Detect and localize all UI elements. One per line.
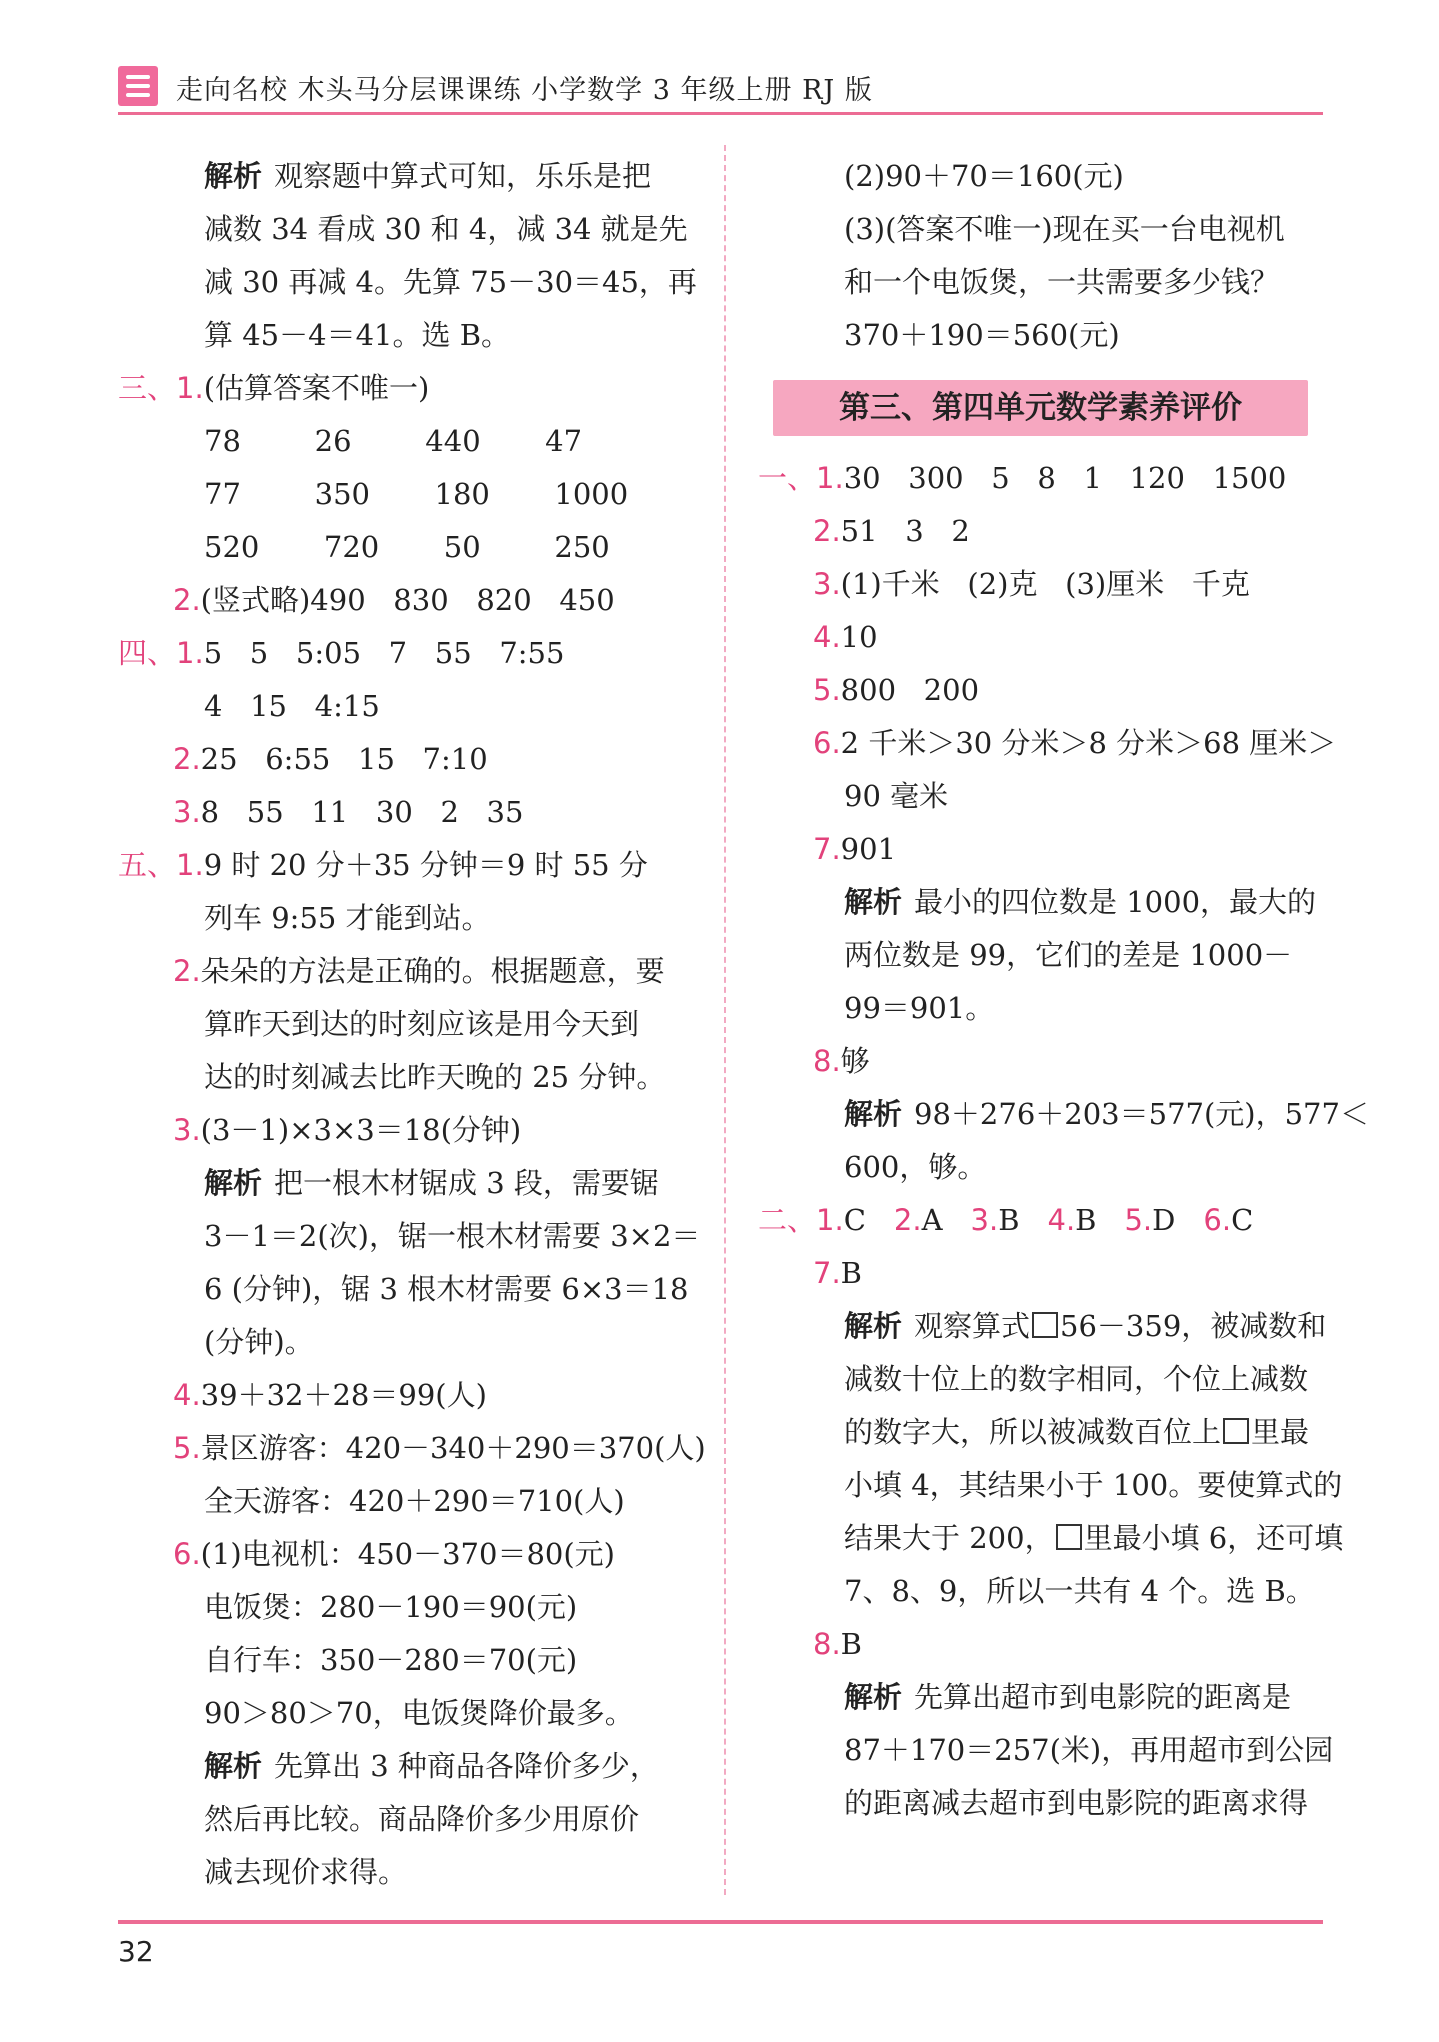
header-rule [118,112,1323,115]
line-text: 87＋170＝257(米)，再用超市到公园 [844,1733,1334,1767]
right-line [758,1512,1344,1565]
line-text: 把一根木材锯成 3 段，需要锯 [274,1166,659,1200]
line-text: 30 300 5 8 1 120 1500 [843,461,1287,495]
section-heading: 第三、第四单元数学素养评价 [773,380,1308,436]
question-number: 6. [1203,1203,1232,1237]
left-line [118,1581,696,1634]
question-number: 1. [816,461,844,495]
line-text: 90＞80＞70，电饭煲降价最多。 [204,1696,634,1730]
left-line [118,1687,696,1740]
footer-rule [118,1920,1323,1924]
question-number: 5. [173,1431,201,1465]
line-text: 减数 34 看成 30 和 4，减 34 就是先 [204,212,688,246]
line-text: 78 26 440 47 [204,424,583,458]
section-number: 四、 [118,636,177,670]
question-number: 2. [893,1203,922,1237]
left-line [118,998,696,1051]
right-line [758,1459,1343,1512]
right-line [758,1088,1369,1141]
analysis-label: 解析 [844,1097,903,1131]
line-text: 里最小填 6，还可填 [1083,1521,1344,1555]
line-text: 够 [840,1044,870,1078]
right-column [758,150,1369,1830]
line-text: 自行车：350－280＝70(元) [204,1643,578,1677]
left-line [118,574,696,627]
line-text: 减数十位上的数字相同，个位上减数 [844,1362,1309,1396]
line-text: 然后再比较。商品降价多少用原价 [204,1802,640,1836]
right-line [758,770,1338,823]
right-line [758,929,1338,982]
right-top-lines [758,150,1338,362]
blank-box-icon [1223,1418,1249,1444]
line-text: 90 毫米 [844,779,949,813]
right-line [758,1671,1338,1724]
section-number: 一、 [758,461,817,495]
line-text: (1)电视机：450－370＝80(元) [200,1537,615,1571]
left-line [118,309,696,362]
right-line [758,505,1338,558]
section-number: 三、 [118,371,177,405]
line-text: 800 200 [840,673,980,707]
left-column [118,150,706,1899]
left-line [118,415,696,468]
line-text: 里最 [1251,1415,1310,1449]
line-text: 电饭煲：280－190＝90(元) [204,1590,578,1624]
question-number: 7. [813,1256,841,1290]
question-number: 3. [173,795,201,829]
question-number: 6. [173,1537,201,1571]
answer-choice: A [921,1203,943,1237]
question-number: 4. [173,1378,201,1412]
question-number: 3. [813,567,841,601]
analysis-label: 解析 [844,1309,903,1343]
line-text: 5 5 5:05 7 55 7:55 [203,636,565,670]
left-line [118,1846,696,1899]
line-text: B [840,1627,862,1661]
left-line [118,1316,696,1369]
question-number: 4. [1047,1203,1076,1237]
line-text: 最小的四位数是 1000，最大的 [914,885,1317,919]
left-line [118,1369,696,1422]
left-line [118,1740,696,1793]
line-text: (分钟)。 [204,1325,314,1359]
left-line [118,256,696,309]
question-number: 4. [813,620,841,654]
line-text: (1)千米 (2)克 (3)厘米 千克 [840,567,1250,601]
question-number: 3. [970,1203,999,1237]
line-text: 39＋32＋28＝99(人) [200,1378,487,1412]
left-line [118,1104,696,1157]
line-text: 的距离减去超市到电影院的距离求得 [844,1786,1309,1820]
line-text: 先算出 3 种商品各降价多少， [274,1749,659,1783]
question-number: 2. [173,742,201,776]
blank-box-icon [1056,1524,1082,1550]
left-line [118,680,696,733]
right-line [758,1141,1338,1194]
question-number: 2. [813,514,841,548]
left-line [118,945,696,998]
left-line [118,1793,696,1846]
line-text: 7、8、9，所以一共有 4 个。选 B。 [844,1574,1315,1608]
answer-choice: B [1075,1203,1097,1237]
left-line [118,1422,706,1475]
line-text: 的数字大，所以被减数百位上 [844,1415,1222,1449]
analysis-label: 解析 [204,159,263,193]
left-line [118,1475,696,1528]
left-line [118,1210,701,1263]
line-text: 3－1＝2(次)，锯一根木材需要 3×2＝ [204,1219,701,1253]
right-line [758,1247,1338,1300]
right-line [758,823,1338,876]
left-line [118,786,696,839]
line-text: 51 3 2 [840,514,970,548]
line-text: (估算答案不唯一) [203,371,430,405]
line-text: 25 6:55 15 7:10 [200,742,488,776]
line-text: 减去现价求得。 [204,1855,408,1889]
line-text: 56－359，被减数和 [1060,1309,1327,1343]
left-line [118,468,696,521]
right-line [758,1618,1338,1671]
page-number: 32 [118,1935,154,1968]
book-logo-icon [118,66,158,106]
question-number: 2. [173,954,201,988]
line-text: 观察题中算式可知，乐乐是把 [274,159,652,193]
line-text: 观察算式 [914,1309,1031,1343]
right-line [758,982,1338,1035]
line-text: 99＝901。 [844,991,995,1025]
question-number: 6. [813,726,841,760]
left-line [118,627,696,680]
line-text: 9 时 20 分＋35 分钟＝9 时 55 分 [203,848,648,882]
line-text: 达的时刻减去比昨天晚的 25 分钟。 [204,1060,666,1094]
right-line [758,1724,1338,1777]
right-top-line [758,150,1338,203]
section-number: 二、 [758,1203,817,1237]
line-text: 2 千米＞30 分米＞8 分米＞68 厘米＞ [840,726,1337,760]
line-text: 8 55 11 30 2 35 [200,795,524,829]
answer-choice: C [843,1203,866,1237]
right-line [758,1194,1338,1247]
right-line [758,717,1338,770]
right-line [758,611,1338,664]
left-line [118,1528,696,1581]
analysis-label: 解析 [844,1680,903,1714]
line-text: (3－1)×3×3＝18(分钟) [200,1113,522,1147]
page-header [118,66,1323,112]
left-line [118,1263,696,1316]
right-line [758,1353,1338,1406]
right-line [758,452,1338,505]
left-line [118,1634,696,1687]
section-number: 五、 [118,848,177,882]
right-line [758,1565,1338,1618]
question-number: 2. [173,583,201,617]
line-text: (2)90＋70＝160(元) [844,159,1124,193]
header-title: 走向名校 木头马分层课课练 小学数学 3 年级上册 RJ 版 [176,75,873,106]
line-text: 算 45－4＝41。选 B。 [204,318,511,352]
answer-choice: D [1152,1203,1176,1237]
question-number: 7. [813,832,841,866]
line-text: 朵朵的方法是正确的。根据题意，要 [200,954,665,988]
left-line [118,892,696,945]
line-text: 600，够。 [844,1150,987,1184]
analysis-label: 解析 [844,885,903,919]
analysis-label: 解析 [204,1166,263,1200]
left-line [118,733,696,786]
question-number: 1. [176,848,204,882]
question-number: 8. [813,1044,841,1078]
line-text: 两位数是 99，它们的差是 1000－ [844,938,1293,972]
line-text: 520 720 50 250 [204,530,610,564]
left-line [118,839,696,892]
right-line [758,1406,1338,1459]
right-line [758,664,1338,717]
line-text: 10 [840,620,878,654]
line-text: 4 15 4:15 [204,689,380,723]
right-top-line [758,256,1338,309]
question-number: 3. [173,1113,201,1147]
question-number: 5. [813,673,841,707]
left-line [118,1051,696,1104]
right-lines [758,452,1369,1830]
right-line [758,1300,1338,1353]
line-text: (竖式略)490 830 820 450 [200,583,615,617]
line-text: 98＋276＋203＝577(元)，577＜ [914,1097,1369,1131]
right-line [758,558,1338,611]
analysis-label: 解析 [204,1749,263,1783]
left-line [118,1157,696,1210]
column-divider [724,145,726,1895]
left-line [118,203,696,256]
line-text: 77 350 180 1000 [204,477,629,511]
line-text: B [840,1256,862,1290]
line-text: 全天游客：420＋290＝710(人) [204,1484,625,1518]
line-text: 减 30 再减 4。先算 75－30＝45，再 [204,265,697,299]
line-text: (3)(答案不唯一)现在买一台电视机 [844,212,1285,246]
line-text: 901 [840,832,897,866]
question-number: 1. [816,1203,844,1237]
line-text: 小填 4，其结果小于 100。要使算式的 [844,1468,1343,1502]
right-line [758,876,1338,929]
question-number: 8. [813,1627,841,1661]
line-text: 景区游客：420－340＋290＝370(人) [200,1431,706,1465]
answer-choice: C [1231,1203,1254,1237]
blank-box-icon [1032,1312,1058,1338]
line-text: 先算出超市到电影院的距离是 [914,1680,1292,1714]
line-text: 6 (分钟)，锯 3 根木材需要 6×3＝18 [204,1272,689,1306]
line-text: 算昨天到达的时刻应该是用今天到 [204,1007,640,1041]
right-top-line [758,309,1338,362]
question-number: 1. [176,371,204,405]
line-text: 和一个电饭煲，一共需要多少钱？ [844,265,1280,299]
question-number: 1. [176,636,204,670]
line-text: 结果大于 200， [844,1521,1054,1555]
right-line [758,1777,1338,1830]
answer-choice: B [998,1203,1020,1237]
line-text: 列车 9:55 才能到站。 [204,901,491,935]
left-line [118,362,696,415]
right-line [758,1035,1338,1088]
question-number: 5. [1124,1203,1153,1237]
left-line [118,521,696,574]
right-top-line [758,203,1338,256]
line-text: 370＋190＝560(元) [844,318,1120,352]
left-line [118,150,696,203]
